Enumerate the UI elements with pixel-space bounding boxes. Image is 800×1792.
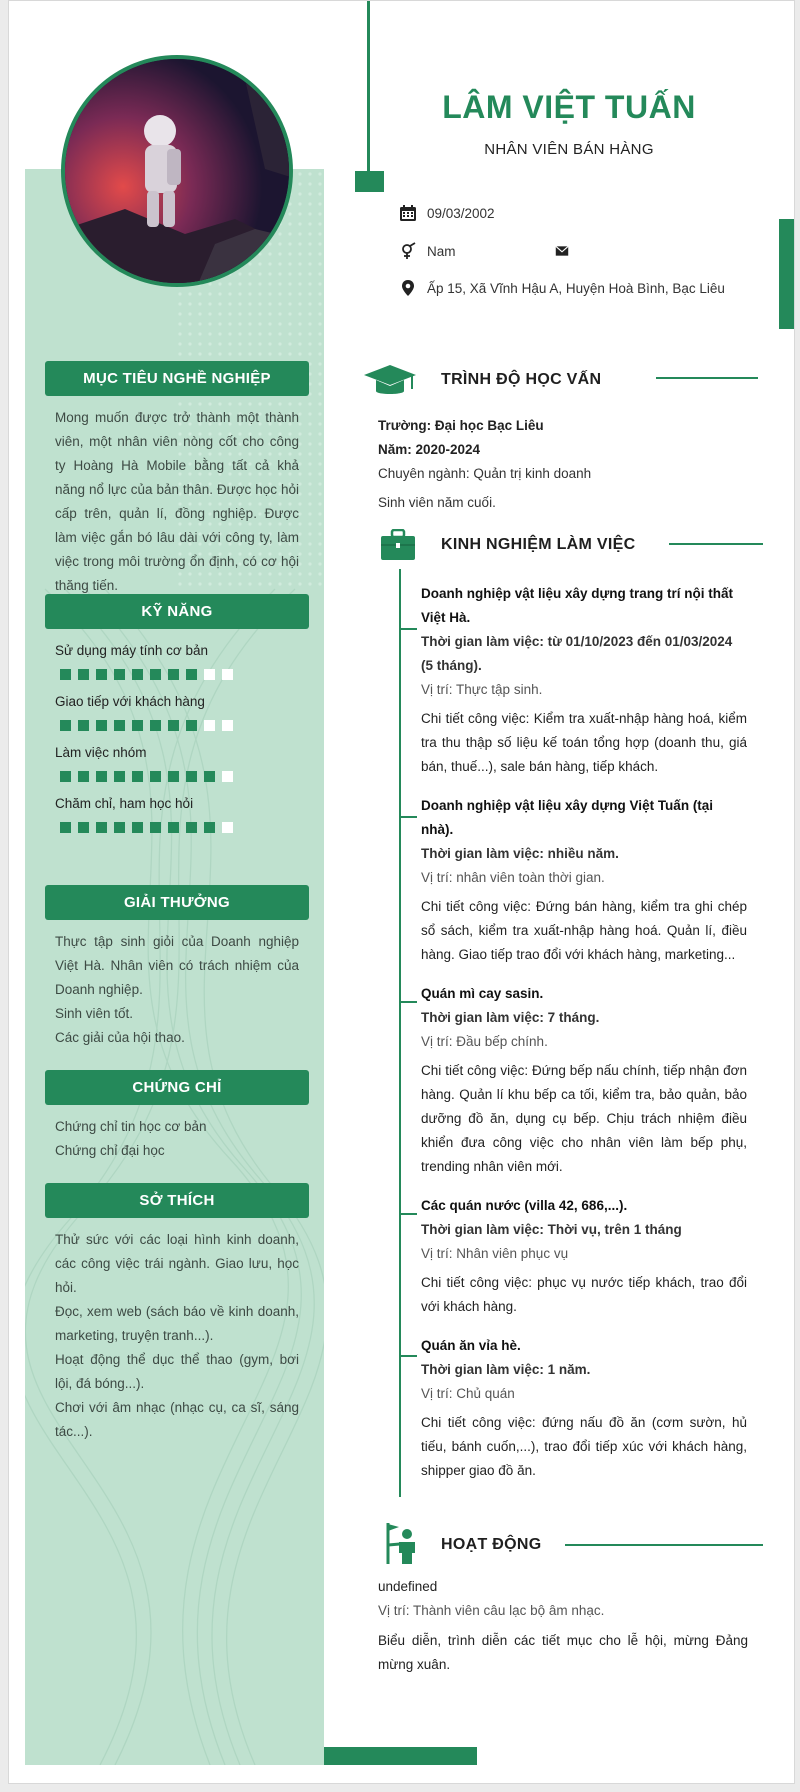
skill-item bbox=[55, 794, 299, 833]
skill-name: Làm việc nhóm bbox=[55, 745, 147, 760]
skill-dot-filled bbox=[96, 771, 107, 782]
skill-dot-filled bbox=[96, 720, 107, 731]
skill-dot-filled bbox=[150, 720, 161, 731]
skill-dot-filled bbox=[186, 669, 197, 680]
awards-title: GIẢI THƯỞNG bbox=[45, 885, 309, 920]
activity-name: undefined bbox=[378, 1579, 438, 1594]
experience-header bbox=[441, 536, 635, 554]
job-company: Các quán nước (villa 42, 686,...). bbox=[421, 1198, 628, 1213]
candidate-name: LÂM VIỆT TUẤN bbox=[442, 89, 696, 125]
timeline-tick bbox=[399, 1213, 417, 1215]
skill-dot-filled bbox=[78, 720, 89, 731]
flag-person-icon bbox=[384, 1521, 420, 1565]
education-school: Trường: Đại học Bạc Liêu bbox=[378, 418, 544, 433]
address-value: Ấp 15, Xã Vĩnh Hậu A, Huyện Hoà Bình, Bạc Liêu bbox=[427, 280, 725, 296]
objective-title: MỤC TIÊU NGHỀ NGHIỆP bbox=[45, 361, 309, 396]
job-time: Thời gian làm việc: từ 01/10/2023 đến 01/03/2024 (5 tháng). bbox=[421, 634, 733, 673]
job-detail: Chi tiết công việc: phục vụ nước tiếp khách, trao đổi với khách hàng. bbox=[421, 1275, 747, 1314]
skills-title: KỸ NĂNG bbox=[45, 594, 309, 629]
job-item bbox=[421, 1334, 747, 1483]
skill-dot-filled bbox=[60, 771, 71, 782]
skill-dot-filled bbox=[78, 771, 89, 782]
skill-dot-filled bbox=[60, 669, 71, 680]
avatar bbox=[61, 55, 293, 287]
education-rule bbox=[656, 377, 758, 379]
timeline-tick bbox=[399, 628, 417, 630]
activity-detail: Biểu diễn, trình diễn các tiết mục cho lễ hội, mừng Đảng mừng xuân. bbox=[378, 1633, 748, 1672]
hobbies-section bbox=[45, 1183, 309, 1444]
skill-item bbox=[55, 743, 299, 782]
skill-level-bar bbox=[55, 822, 299, 833]
skill-dot-filled bbox=[78, 822, 89, 833]
job-position: Vị trí: Chủ quán bbox=[421, 1386, 515, 1401]
skill-dot-filled bbox=[114, 669, 125, 680]
skill-name: Giao tiếp với khách hàng bbox=[55, 694, 205, 709]
skill-dot-filled bbox=[114, 720, 125, 731]
skill-item bbox=[55, 692, 299, 731]
objective-section bbox=[45, 361, 309, 598]
job-time: Thời gian làm việc: Thời vụ, trên 1 tháng bbox=[421, 1222, 682, 1237]
skill-dot-filled bbox=[168, 771, 179, 782]
skill-item bbox=[55, 641, 299, 680]
skill-dot-filled bbox=[132, 822, 143, 833]
activities-title: HOẠT ĐỘNG bbox=[441, 1536, 542, 1553]
job-time: Thời gian làm việc: nhiều năm. bbox=[421, 846, 619, 861]
activities-header bbox=[441, 1536, 541, 1554]
education-year: Năm: 2020-2024 bbox=[378, 442, 481, 457]
address-row bbox=[399, 279, 725, 297]
skill-dot-filled bbox=[132, 771, 143, 782]
gender-icon bbox=[399, 242, 417, 260]
skill-dot-filled bbox=[114, 771, 125, 782]
education-title: TRÌNH ĐỘ HỌC VẤN bbox=[441, 371, 602, 388]
skills-section bbox=[45, 594, 309, 833]
top-divider-box bbox=[355, 171, 384, 192]
skill-dot-empty bbox=[222, 669, 233, 680]
skill-dot-filled bbox=[114, 822, 125, 833]
award-item: Sinh viên tốt. bbox=[55, 1006, 134, 1021]
skill-dot-filled bbox=[150, 771, 161, 782]
skill-dot-filled bbox=[60, 822, 71, 833]
skill-dot-filled bbox=[132, 669, 143, 680]
hobby-item: Hoạt động thể dục thể thao (gym, bơi lội, đá bóng...). bbox=[55, 1352, 299, 1391]
right-edge-bar bbox=[779, 219, 795, 329]
experience-title: KINH NGHIỆM LÀM VIỆC bbox=[441, 536, 636, 553]
skill-name: Sử dụng máy tính cơ bản bbox=[55, 643, 208, 658]
skill-name: Chăm chỉ, ham học hỏi bbox=[55, 796, 194, 811]
job-position: Vị trí: nhân viên toàn thời gian. bbox=[421, 870, 605, 885]
job-position: Vị trí: Nhân viên phục vụ bbox=[421, 1246, 569, 1261]
skill-dot-empty bbox=[222, 822, 233, 833]
hobby-item: Chơi với âm nhạc (nhạc cụ, ca sĩ, sáng tác...). bbox=[55, 1400, 299, 1439]
skill-dot-filled bbox=[168, 720, 179, 731]
education-note: Sinh viên năm cuối. bbox=[378, 495, 496, 510]
skill-dot-filled bbox=[150, 669, 161, 680]
activities-rule bbox=[565, 1544, 763, 1546]
education-major: Chuyên ngành: Quản trị kinh doanh bbox=[378, 466, 592, 481]
objective-text: Mong muốn được trở thành một thành viên, một nhân viên nòng cốt cho công ty Hoàng Hà Mobile bằng tất cả khả năng nổ lực của bản thân. Được học hỏi cấp trên, quản lí, đồng nghiệp. Được làm việc gắn bó lâu dài với công ty, làm việc trong môi trường ổn định, có cơ hội thăng tiến. bbox=[55, 410, 299, 593]
job-item bbox=[421, 582, 747, 779]
skill-dot-filled bbox=[168, 822, 179, 833]
job-item bbox=[421, 982, 747, 1179]
job-company: Doanh nghiệp vật liệu xây dựng trang trí nội thất Việt Hà. bbox=[421, 586, 734, 625]
skill-dot-empty bbox=[222, 720, 233, 731]
job-company: Quán mì cay sasin. bbox=[421, 986, 544, 1001]
certificate-item: Chứng chỉ đại học bbox=[55, 1143, 165, 1158]
job-position: Vị trí: Thực tập sinh. bbox=[421, 682, 543, 697]
certificate-item: Chứng chỉ tin học cơ bản bbox=[55, 1119, 207, 1134]
skill-dot-filled bbox=[150, 822, 161, 833]
activity-position: Vị trí: Thành viên câu lạc bộ âm nhạc. bbox=[378, 1603, 605, 1618]
awards-text: Thực tập sinh giỏi của Doanh nghiệp Việt Hà. Nhân viên có trách nhiệm của Doanh nghiệp. bbox=[55, 934, 299, 997]
skill-dot-filled bbox=[78, 669, 89, 680]
job-detail: Chi tiết công việc: Kiểm tra xuất-nhập hàng hoá, kiểm tra thu thập số liệu kế toán tổng hợp (doanh thu, giá bán, thuế...), sale bán hàng, tiếp khách. bbox=[421, 711, 747, 774]
astronaut-photo bbox=[65, 59, 293, 287]
awards-section bbox=[45, 885, 309, 1050]
skill-level-bar bbox=[55, 669, 299, 680]
skill-dot-filled bbox=[132, 720, 143, 731]
hobby-item: Thử sức với các loại hình kinh doanh, các công việc trái ngành. Giao lưu, học hỏi. bbox=[55, 1232, 299, 1295]
skill-dot-filled bbox=[168, 669, 179, 680]
top-divider-line bbox=[367, 1, 370, 173]
job-detail: Chi tiết công việc: đứng nấu đồ ăn (cơm sườn, hủ tiếu, bánh cuốn,...), trao đổi tiếp xúc với khách hàng, shipper giao đồ ăn. bbox=[421, 1415, 747, 1478]
experience-timeline bbox=[399, 569, 401, 1497]
skill-level-bar bbox=[55, 771, 299, 782]
job-time: Thời gian làm việc: 1 năm. bbox=[421, 1362, 591, 1377]
gender-value: Nam bbox=[427, 243, 456, 259]
education-header bbox=[441, 371, 601, 389]
hobby-item: Đọc, xem web (sách báo về kinh doanh, marketing, truyện tranh...). bbox=[55, 1304, 299, 1343]
experience-rule bbox=[669, 543, 763, 545]
location-icon bbox=[399, 279, 417, 297]
skill-dot-empty bbox=[204, 720, 215, 731]
activity-item bbox=[378, 1575, 748, 1677]
skill-dot-filled bbox=[96, 669, 107, 680]
timeline-tick bbox=[399, 1001, 417, 1003]
skill-dot-filled bbox=[96, 822, 107, 833]
job-item bbox=[421, 1194, 747, 1319]
dob-row bbox=[399, 204, 495, 222]
dob-value: 09/03/2002 bbox=[427, 205, 495, 221]
skill-dot-empty bbox=[222, 771, 233, 782]
timeline-tick bbox=[399, 816, 417, 818]
certificates-section bbox=[45, 1070, 309, 1163]
skill-dot-empty bbox=[204, 669, 215, 680]
certificates-title: CHỨNG CHỈ bbox=[45, 1070, 309, 1105]
timeline-tick bbox=[399, 1355, 417, 1357]
graduation-cap-icon bbox=[362, 361, 418, 403]
candidate-role: NHÂN VIÊN BÁN HÀNG bbox=[484, 141, 654, 158]
skill-dot-filled bbox=[186, 822, 197, 833]
job-position: Vị trí: Đầu bếp chính. bbox=[421, 1034, 548, 1049]
job-company: Doanh nghiệp vật liệu xây dựng Việt Tuấn (tại nhà). bbox=[421, 798, 714, 837]
hobbies-title: SỞ THÍCH bbox=[45, 1183, 309, 1218]
skill-dot-filled bbox=[186, 771, 197, 782]
skill-dot-filled bbox=[204, 771, 215, 782]
gender-row bbox=[399, 242, 570, 260]
sidebar-bottom-bar bbox=[324, 1747, 477, 1765]
email-icon bbox=[554, 244, 570, 258]
job-item bbox=[421, 794, 747, 967]
briefcase-icon bbox=[380, 529, 416, 561]
job-detail: Chi tiết công việc: Đứng bán hàng, kiểm tra ghi chép sổ sách, kiểm tra xuất-nhập hàng hoá. Quản lí, điều hàng. Giao tiếp trao đổi với khách hàng, marketing... bbox=[421, 899, 747, 962]
calendar-icon bbox=[399, 204, 417, 222]
job-detail: Chi tiết công việc: Đứng bếp nấu chính, tiếp nhận đơn hàng. Quản lí khu bếp ca tối, kiểm tra, bảo quản, bảo dưỡng đồ ăn, dụng cụ bếp. Chịu trách nhiệm điều khiển đưa công việc cho nhân viên làm bếp phụ, trending nhân viên mới. bbox=[421, 1063, 747, 1174]
job-time: Thời gian làm việc: 7 tháng. bbox=[421, 1010, 600, 1025]
skill-dot-filled bbox=[60, 720, 71, 731]
skill-dot-filled bbox=[204, 822, 215, 833]
skill-level-bar bbox=[55, 720, 299, 731]
award-item: Các giải của hội thao. bbox=[55, 1030, 185, 1045]
skill-dot-filled bbox=[186, 720, 197, 731]
cv-page bbox=[8, 0, 795, 1784]
job-company: Quán ăn vỉa hè. bbox=[421, 1338, 521, 1353]
